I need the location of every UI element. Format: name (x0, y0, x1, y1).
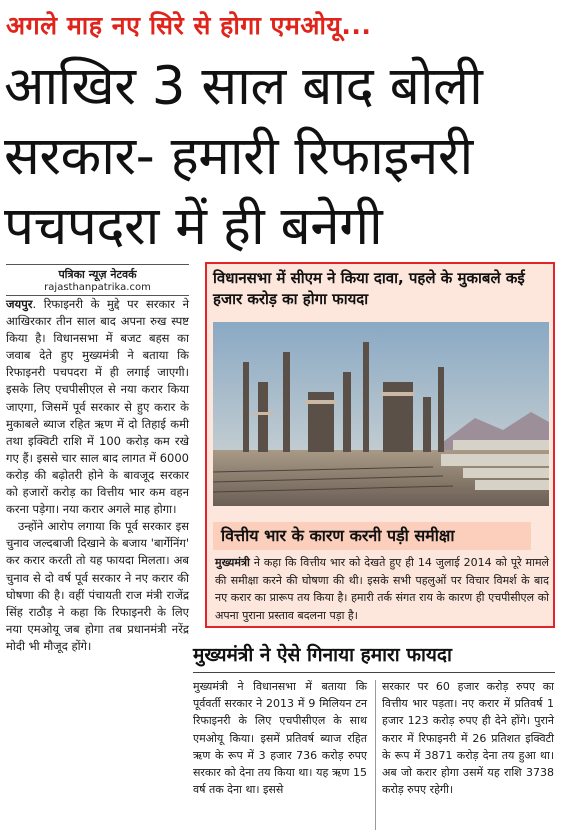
fayda-heading: मुख्यमंत्री ने ऐसे गिनाया हमारा फायदा (193, 644, 452, 666)
column-divider (375, 680, 376, 830)
inset-title: विधानसभा में सीएम ने किया दावा, पहले के मुकाबले कई हजार करोड़ का होगा फायदा (213, 269, 525, 308)
fayda-rule (193, 672, 555, 673)
left-story-para-1-text: . रिफाइनरी के मुद्दे पर सरकार ने आखिरकार तीन साल बाद अपना रुख स्पष्ट किया है। विधानसभा में बजट बहस का जवाब देते हुए मुख्यमंत्री ने बताया कि रिफाइनरी पचपदरा में ही लगाई जाएगी। इसके लिए एचपीसीएल से नया करार किया जाएगा, जिसमें पूर्व सरकार से हुए करार के मुकाबले ब्याज रहित ऋण में दो तिहाई कमी तथा इक्विटी राशि में 100 करोड़ कम रखे गए हैं। इससे चार साल बाद लागत में 6000 करोड़ की बढ़ोतरी होने के बावजूद सरकार को हजारों करोड़ का वित्तीय भार कम वहन करना पड़ेगा। नया करार अगले माह होगा। (6, 297, 189, 517)
headline-line-2: सरकार- हमारी रिफाइनरी (4, 126, 473, 187)
refinery-image (213, 322, 549, 506)
kicker-headline: अगले माह नए सिरे से होगा एमओयू... (6, 11, 372, 40)
left-story-para-2: उन्होंने आरोप लगाया कि पूर्व सरकार इस चुनाव जल्दबाजी दिखाने के बजाय 'बार्गेनिंग' कर करार करती तो यह फायदा मिलता। अब चुनाव से दो वर्ष पूर्व सरकार ने नए करार की घोषणा की है। वहीं पंचायती राज मंत्री राजेंद्र सिंह राठौड़ ने कहा कि रिफाइनरी के लिए नया एमओयू जब होगा तब प्रधानमंत्री नरेंद्र मोदी भी मौजूद होंगे। (6, 519, 189, 653)
main-headline (4, 52, 556, 262)
left-story-column (6, 264, 189, 655)
inset-body (215, 554, 549, 624)
byline-agency: पत्रिका न्यूज़ नेटवर्क (58, 268, 137, 281)
inset-subtitle: वित्तीय भार के कारण करनी पड़ी समीक्षा (221, 526, 455, 545)
refinery-photo (213, 322, 549, 506)
inset-body-lead: मुख्यमंत्री (215, 556, 250, 569)
inset-body-text: ने कहा कि वित्तीय भार को देखते हुए ही 14 जुलाई 2014 को पूरे मामले की समीक्षा करने की घोषणा की थी। इसके सभी पहलुओं पर विचार विमर्श के बाद नए करार का प्रारूप तय किया है। हमारी तर्क संगत राय के कारण ही एचपीसीएल को अपना पुराना प्रस्ताव बदलना पड़ा है। (215, 556, 549, 622)
inset-box (205, 262, 555, 628)
byline-website: rajasthanpatrika.com (6, 282, 189, 296)
headline-line-1: आखिर 3 साल बाद बोली (4, 56, 483, 117)
fayda-column-1: मुख्यमंत्री ने विधानसभा में बताया कि पूर्ववर्ती सरकार ने 2013 में 9 मिलियन टन रिफाइनरी के लिए एचपीसीएल के साथ एमओयू किया। इसमें प्रतिवर्ष ब्याज रहित ऋण के रूप में 3 हजार 736 करोड़ रुपए सरकार को देना तय किया था। यह ऋण 15 वर्ष तक देना था। इससे (193, 680, 367, 797)
byline-box (6, 264, 189, 296)
fayda-column-2: सरकार पर 60 हजार करोड़ रुपए का वित्तीय भार पड़ता। नए करार में प्रतिवर्ष 1 हजार 123 करोड़ रुपए ही देने होंगे। पुराने करार में रिफाइनरी में 26 प्रतिशत इक्विटी के रूप में 3871 करोड़ देना तय हुआ था। अब जो करार होगा उसमें यह राशि 3738 करोड़ रुपए रहेगी। (382, 680, 554, 797)
headline-line-3: पचपदरा में ही बनेगी (4, 196, 383, 257)
left-story-para-1 (6, 296, 189, 518)
dateline: जयपुर (6, 297, 33, 311)
